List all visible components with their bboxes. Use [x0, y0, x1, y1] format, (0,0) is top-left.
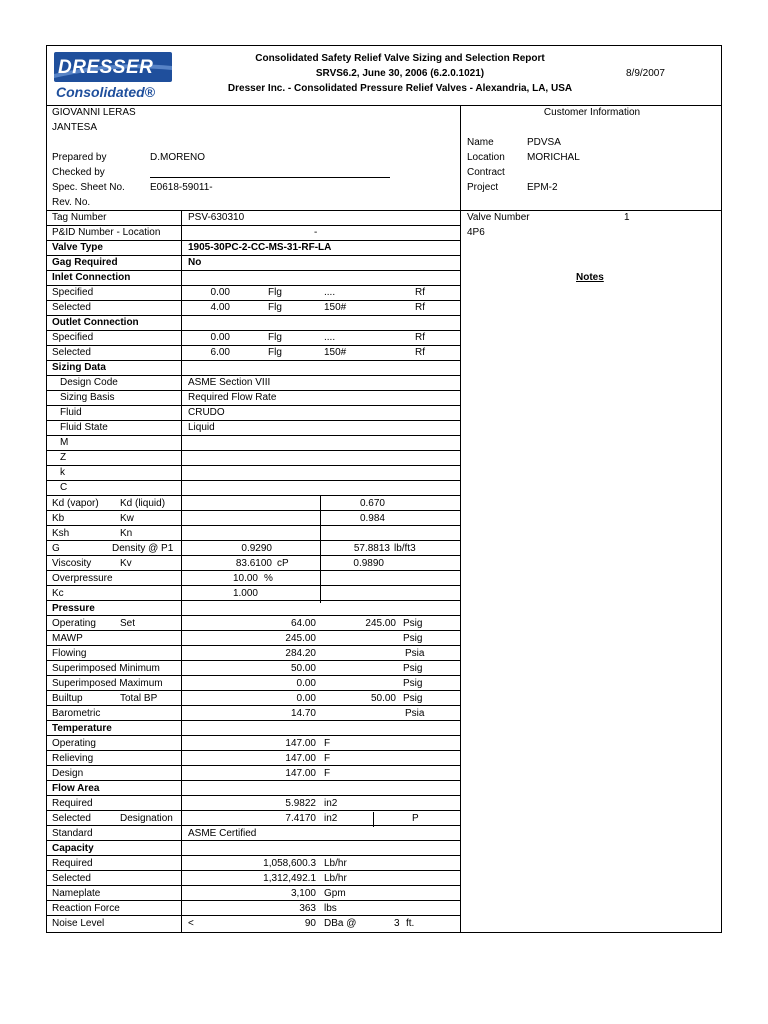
table-row-line: [46, 600, 460, 601]
table-row-line: [46, 360, 460, 361]
kb-label: Kb: [52, 513, 65, 524]
table-row-line: [46, 225, 460, 226]
notes-heading: Notes: [576, 272, 604, 283]
temp-relieving-unit: F: [324, 753, 331, 764]
operating-pressure-value: 64.00: [290, 618, 316, 629]
builtup-label: Builtup: [52, 693, 83, 704]
report-title: Consolidated Safety Relief Valve Sizing and Selection Report: [255, 53, 545, 64]
table-row-line: [46, 825, 460, 826]
flow-area-required-unit: in2: [324, 798, 338, 809]
customer-location: MORICHAL: [527, 152, 580, 163]
mawp-unit: Psig: [403, 633, 423, 644]
customer-location-label: Location: [467, 152, 505, 163]
kd-column-divider: [320, 496, 321, 603]
label-column-divider: [181, 210, 182, 933]
builtup-value: 0.00: [296, 693, 316, 704]
table-row-line: [46, 390, 460, 391]
viscosity-unit: cP: [277, 558, 289, 569]
pressure-heading: Pressure: [52, 603, 95, 614]
outlet-selected-rating: 150#: [324, 347, 347, 358]
kd-liquid-label: Kd (liquid): [120, 498, 166, 509]
fluid-value: CRUDO: [188, 407, 225, 418]
capacity-heading: Capacity: [52, 843, 94, 854]
sizing-heading: Sizing Data: [52, 362, 106, 373]
outlet-specified-rating: ....: [324, 332, 336, 343]
customer-project: EPM-2: [527, 182, 558, 193]
kv-value: 0.9890: [353, 558, 384, 569]
gag-value: No: [188, 257, 202, 268]
reaction-force-unit: lbs: [324, 903, 337, 914]
table-row-line: [46, 315, 460, 316]
company-line-1: GIOVANNI LERAS: [52, 107, 136, 118]
table-row-line: [46, 525, 460, 526]
z-label: Z: [60, 452, 67, 463]
table-row-line: [46, 300, 460, 301]
customer-name: PDVSA: [527, 137, 561, 148]
table-row-line: [46, 750, 460, 751]
kv-label: Kv: [120, 558, 132, 569]
table-row-line: [46, 705, 460, 706]
standard-label: Standard: [52, 828, 93, 839]
density-unit: lb/ft3: [394, 543, 416, 554]
table-row-line: [46, 450, 460, 451]
design-code-label: Design Code: [60, 377, 118, 388]
noise-level-value: 90: [304, 918, 316, 929]
set-pressure-unit: Psig: [403, 618, 423, 629]
flow-area-heading: Flow Area: [52, 783, 100, 794]
standard-value: ASME Certified: [188, 828, 257, 839]
table-row-line: [46, 330, 460, 331]
dresser-logo: [54, 52, 172, 82]
capacity-required-unit: Lb/hr: [324, 858, 347, 869]
inlet-specified-rating: ....: [324, 287, 336, 298]
valve-number-label: Valve Number: [467, 212, 530, 223]
table-row-line: [46, 555, 460, 556]
inlet-selected-type: Flg: [268, 302, 282, 313]
temp-relieving-label: Relieving: [52, 753, 94, 764]
table-row-line: [46, 345, 460, 346]
capacity-required-label: Required: [52, 858, 93, 869]
table-row-line: [46, 735, 460, 736]
inlet-heading: Inlet Connection: [52, 272, 131, 283]
outlet-specified-label: Specified: [52, 332, 94, 343]
outlet-specified-type: Flg: [268, 332, 282, 343]
table-row-line: [46, 510, 460, 511]
table-row-line: [46, 240, 460, 241]
inlet-selected-size: 4.00: [210, 302, 230, 313]
table-row-line: [46, 915, 460, 916]
ksh-label: Ksh: [52, 528, 70, 539]
outlet-heading: Outlet Connection: [52, 317, 139, 328]
table-row-line: [46, 495, 460, 496]
outlet-selected-type: Flg: [268, 347, 282, 358]
inlet-specified-label: Specified: [52, 287, 94, 298]
report-date: 8/9/2007: [626, 68, 665, 79]
valve-type-value: 1905-30PC-2-CC-MS-31-RF-LA: [188, 242, 332, 253]
kw-value: 0.984: [359, 513, 385, 524]
table-row-line: [46, 870, 460, 871]
table-row-line: [46, 675, 460, 676]
designation-label: Designation: [120, 813, 173, 824]
noise-distance: 3: [394, 918, 400, 929]
tag-number-label: Tag Number: [52, 212, 107, 223]
flowing-label: Flowing: [52, 648, 87, 659]
total-bp-value: 50.00: [370, 693, 396, 704]
temp-design-label: Design: [52, 768, 84, 779]
table-row-line: [46, 855, 460, 856]
temp-relieving-value: 147.00: [285, 753, 316, 764]
outlet-selected-size: 6.00: [210, 347, 230, 358]
noise-level-label: Noise Level: [52, 918, 105, 929]
spec-sheet-value: E0618-59011-: [150, 182, 213, 193]
noise-level-prefix: <: [188, 918, 194, 929]
table-row-line: [46, 465, 460, 466]
main-column-divider: [460, 105, 461, 933]
kw-label: Kw: [120, 513, 134, 524]
reaction-force-value: 363: [299, 903, 316, 914]
report-frame: [46, 45, 722, 933]
customer-contract-label: Contract: [467, 167, 505, 178]
table-row-line: [46, 570, 460, 571]
table-row-line: [46, 630, 460, 631]
fluid-label: Fluid: [60, 407, 82, 418]
c-label: C: [60, 482, 68, 493]
viscosity-value: 83.6100: [235, 558, 272, 569]
superimposed-min-unit: Psig: [403, 663, 423, 674]
pid-value: -: [314, 227, 318, 238]
kn-label: Kn: [120, 528, 133, 539]
kc-label: Kc: [52, 588, 64, 599]
customer-info-heading: Customer Information: [543, 107, 641, 118]
rev-label: Rev. No.: [52, 197, 91, 208]
flow-area-required-label: Required: [52, 798, 93, 809]
temp-operating-value: 147.00: [285, 738, 316, 749]
overpressure-value: 10.00: [232, 573, 258, 584]
flow-area-selected-value: 7.4170: [285, 813, 316, 824]
table-row-line: [46, 540, 460, 541]
spec-sheet-label: Spec. Sheet No.: [52, 182, 125, 193]
valve-number: 1: [624, 212, 630, 223]
designation-divider: [373, 812, 374, 827]
reaction-force-label: Reaction Force: [52, 903, 120, 914]
table-row-line: [46, 765, 460, 766]
noise-level-unit: DBa @: [324, 918, 357, 929]
density-label: Density @ P1: [112, 543, 174, 554]
outlet-specified-face: Rf: [415, 332, 425, 343]
flow-area-selected-label: Selected: [52, 813, 91, 824]
table-row-line: [46, 885, 460, 886]
fluid-state-label: Fluid State: [60, 422, 108, 433]
tag-number-value: PSV-630310: [188, 212, 245, 223]
set-pressure-label: Set: [120, 618, 136, 629]
customer-name-label: Name: [467, 137, 494, 148]
sizing-basis-value: Required Flow Rate: [188, 392, 277, 403]
temperature-heading: Temperature: [52, 723, 112, 734]
inlet-specified-size: 0.00: [210, 287, 230, 298]
outlet-selected-label: Selected: [52, 347, 91, 358]
capacity-selected-label: Selected: [52, 873, 91, 884]
table-row-line: [46, 795, 460, 796]
inlet-selected-face: Rf: [415, 302, 425, 313]
g-value: 0.9290: [241, 543, 272, 554]
table-row-line: [46, 690, 460, 691]
table-row-line: [46, 255, 460, 256]
table-row-line: [46, 375, 460, 376]
operating-pressure-label: Operating: [52, 618, 96, 629]
superimposed-max-unit: Psig: [403, 678, 423, 689]
barometric-value: 14.70: [290, 708, 316, 719]
gag-label: Gag Required: [52, 257, 118, 268]
table-row-line: [46, 840, 460, 841]
m-label: M: [60, 437, 69, 448]
report-version: SRVS6.2, June 30, 2006 (6.2.0.1021): [315, 68, 485, 79]
total-bp-unit: Psig: [403, 693, 423, 704]
table-row-line: [46, 405, 460, 406]
set-pressure-value: 245.00: [365, 618, 396, 629]
table-row-line: [46, 645, 460, 646]
noise-distance-unit: ft.: [406, 918, 415, 929]
temp-operating-label: Operating: [52, 738, 96, 749]
inlet-specified-type: Flg: [268, 287, 282, 298]
capacity-selected-unit: Lb/hr: [324, 873, 347, 884]
table-row-line: [46, 435, 460, 436]
temp-operating-unit: F: [324, 738, 331, 749]
table-row-line: [46, 585, 460, 586]
mawp-value: 245.00: [285, 633, 316, 644]
table-row-line: [46, 720, 460, 721]
density-value: 57.8813: [353, 543, 390, 554]
temp-design-unit: F: [324, 768, 331, 779]
table-row-line: [46, 420, 460, 421]
g-label: G: [52, 543, 60, 554]
total-bp-label: Total BP: [120, 693, 158, 704]
outlet-specified-size: 0.00: [210, 332, 230, 343]
table-row-line: [46, 285, 460, 286]
nameplate-value: 3,100: [290, 888, 316, 899]
table-row-line: [46, 660, 460, 661]
logo-word: DRESSER: [58, 57, 154, 78]
logo-subtitle: Consolidated®: [56, 84, 155, 100]
k-label: k: [60, 467, 65, 478]
flowing-unit: Psia: [405, 648, 425, 659]
valve-code: 4P6: [467, 227, 485, 238]
nameplate-label: Nameplate: [52, 888, 101, 899]
report-company: Dresser Inc. - Consolidated Pressure Relief Valves - Alexandria, LA, USA: [227, 83, 573, 94]
flow-area-selected-unit: in2: [324, 813, 338, 824]
checked-by-line: [150, 177, 390, 178]
kd-vapor-label: Kd (vapor): [52, 498, 99, 509]
checked-by-label: Checked by: [52, 167, 105, 178]
nameplate-unit: Gpm: [324, 888, 346, 899]
superimposed-min-value: 50.00: [290, 663, 316, 674]
table-row-line: [46, 900, 460, 901]
flowing-value: 284.20: [285, 648, 316, 659]
capacity-required-value: 1,058,600.3: [263, 858, 316, 869]
pid-label: P&ID Number - Location: [52, 227, 161, 238]
barometric-label: Barometric: [52, 708, 101, 719]
inlet-specified-face: Rf: [415, 287, 425, 298]
prepared-by-label: Prepared by: [52, 152, 107, 163]
company-line-2: JANTESA: [52, 122, 98, 133]
kd-value: 0.670: [359, 498, 385, 509]
superimposed-max-value: 0.00: [296, 678, 316, 689]
superimposed-max-label: Superimposed Maximum: [52, 678, 163, 689]
table-row-line: [46, 270, 460, 271]
flow-area-required-value: 5.9822: [285, 798, 316, 809]
valve-type-label: Valve Type: [52, 242, 103, 253]
table-row-line: [46, 810, 460, 811]
info-divider: [46, 210, 722, 211]
designation-value: P: [412, 813, 419, 824]
table-row-line: [46, 780, 460, 781]
mawp-label: MAWP: [52, 633, 83, 644]
barometric-unit: Psia: [405, 708, 425, 719]
superimposed-min-label: Superimposed Minimum: [52, 663, 160, 674]
temp-design-value: 147.00: [285, 768, 316, 779]
prepared-by-value: D.MORENO: [150, 152, 205, 163]
capacity-selected-value: 1,312,492.1: [263, 873, 316, 884]
sizing-basis-label: Sizing Basis: [60, 392, 115, 403]
inlet-selected-label: Selected: [52, 302, 91, 313]
inlet-selected-rating: 150#: [324, 302, 347, 313]
kc-value: 1.000: [232, 588, 258, 599]
table-row-line: [46, 615, 460, 616]
customer-project-label: Project: [467, 182, 499, 193]
overpressure-unit: %: [264, 573, 273, 584]
table-row-line: [46, 480, 460, 481]
overpressure-label: Overpressure: [52, 573, 113, 584]
design-code-value: ASME Section VIII: [188, 377, 271, 388]
viscosity-label: Viscosity: [52, 558, 92, 569]
outlet-selected-face: Rf: [415, 347, 425, 358]
fluid-state-value: Liquid: [188, 422, 215, 433]
header-divider: [46, 105, 722, 106]
